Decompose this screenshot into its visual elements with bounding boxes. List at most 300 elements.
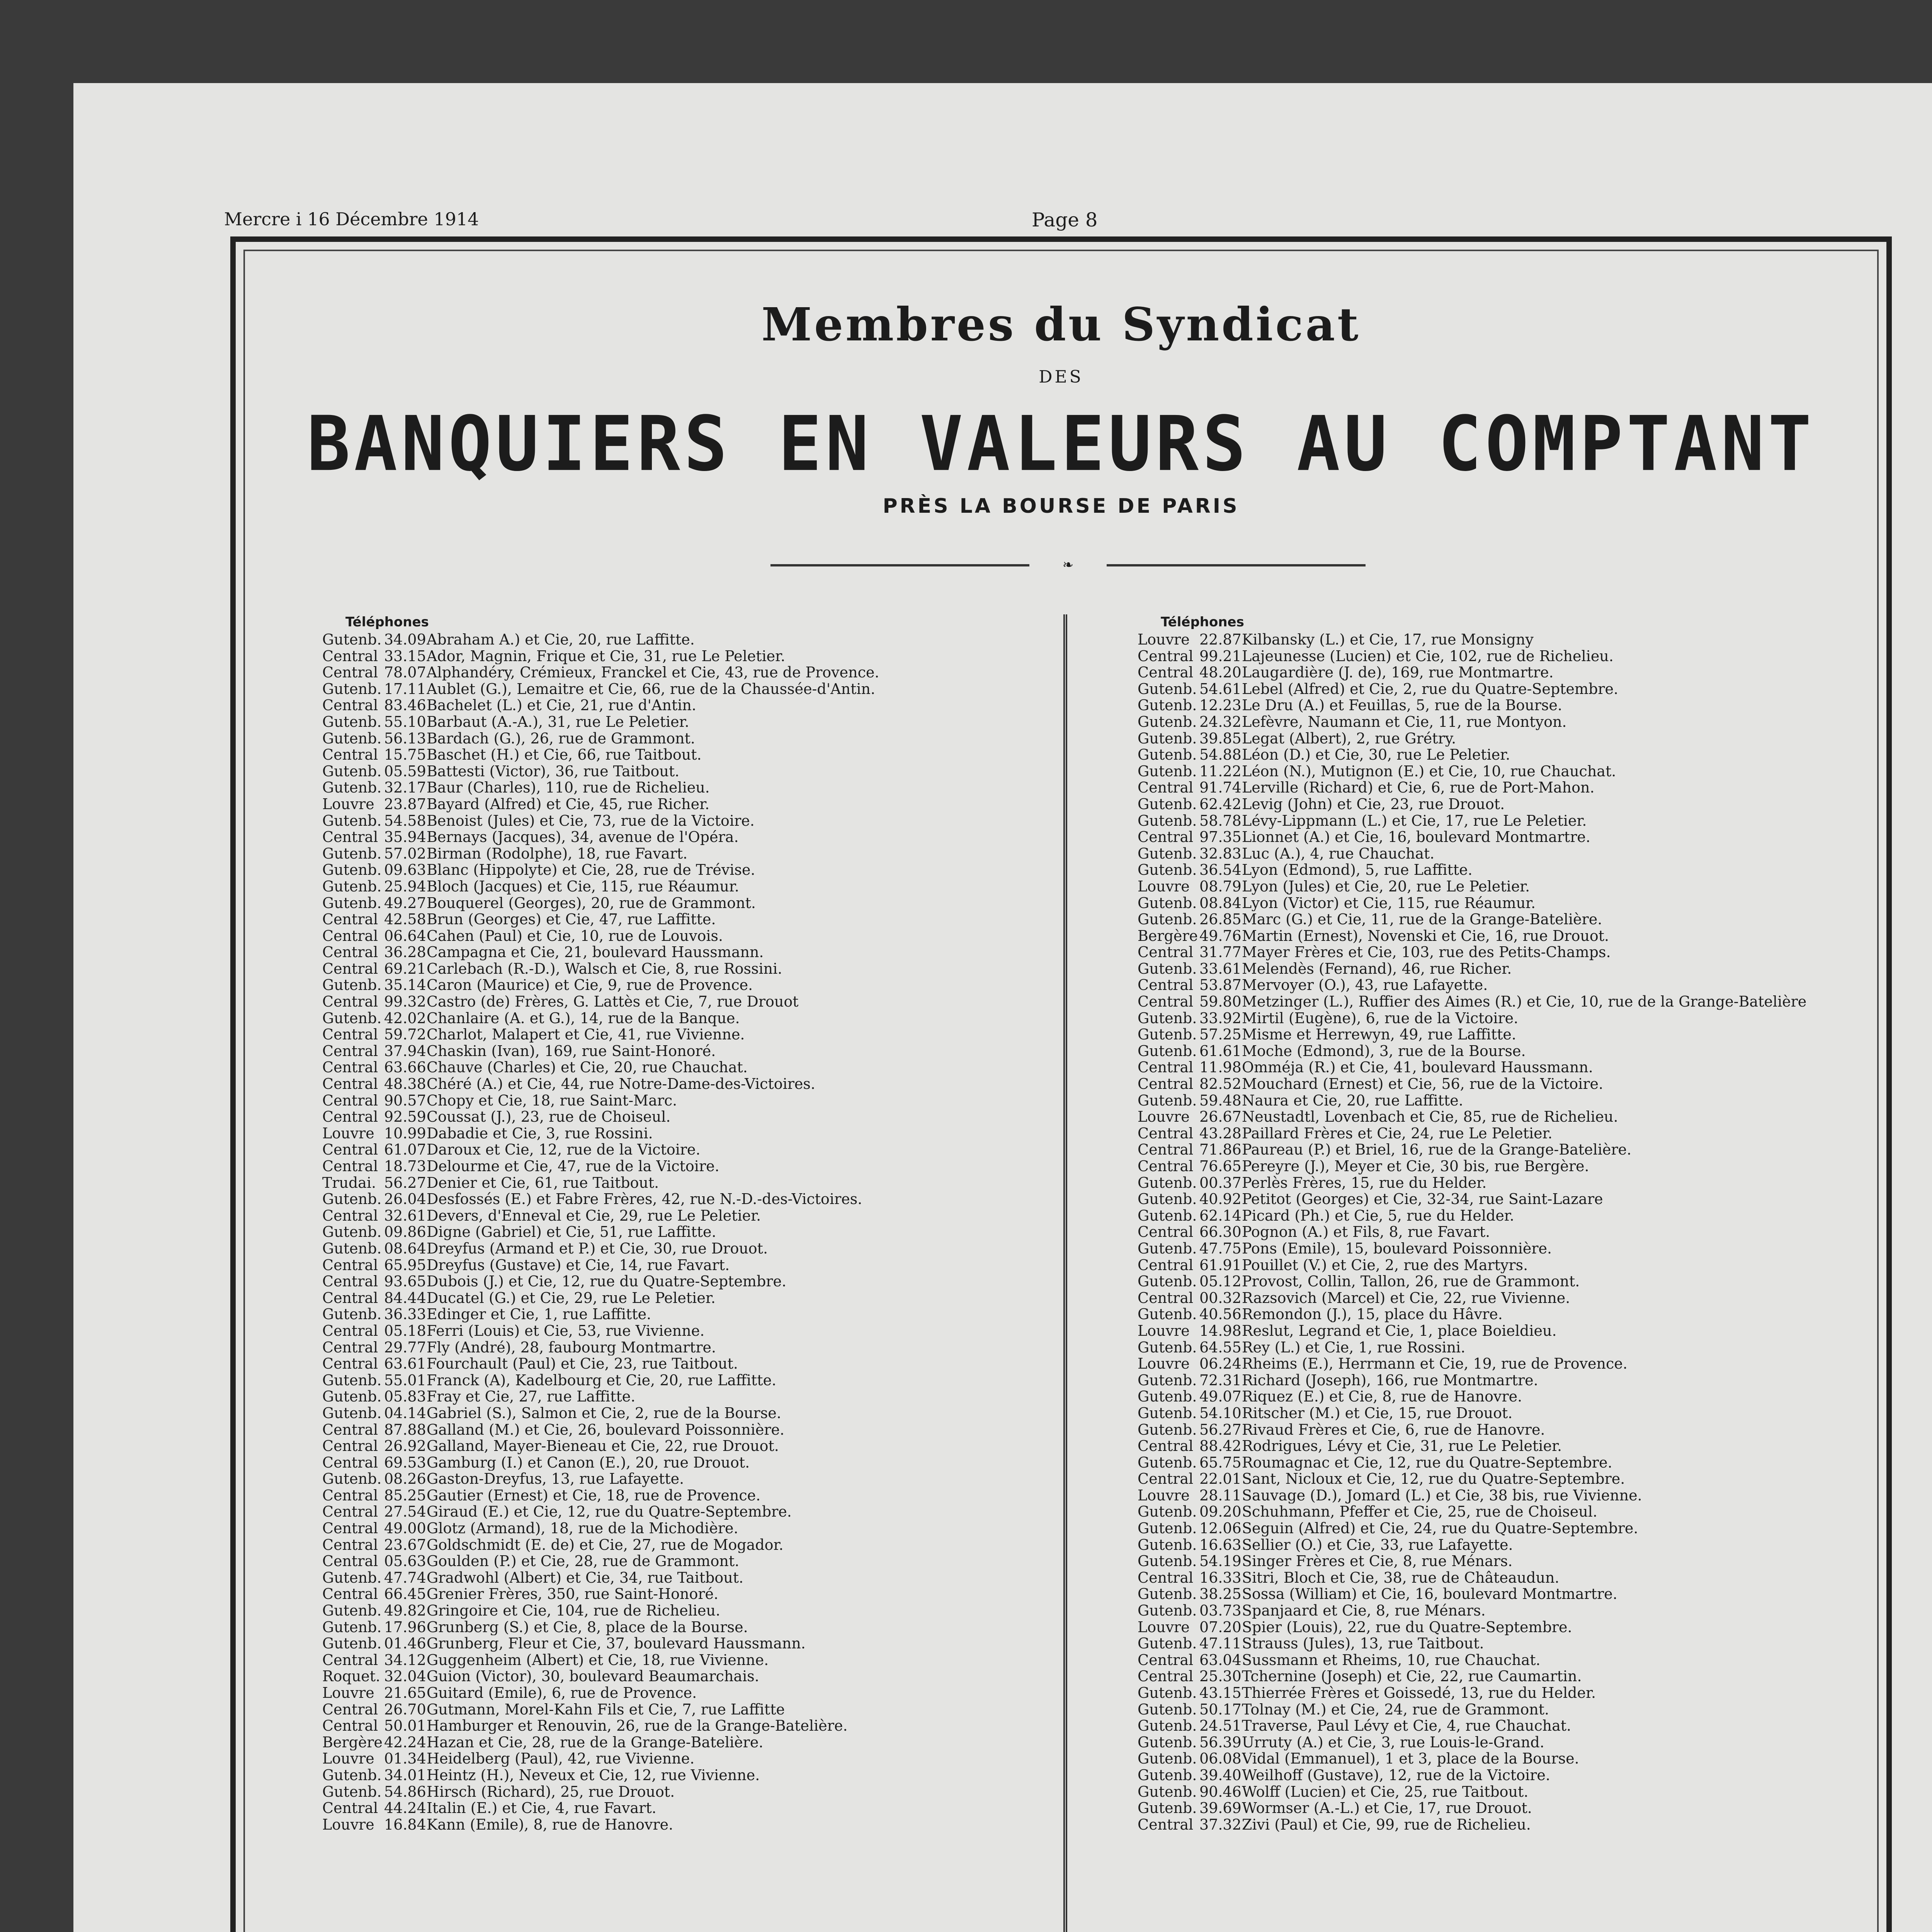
exchange-name: Central — [1138, 993, 1194, 1010]
member-row — [1138, 1208, 1879, 1224]
phone-number: 35.14 — [384, 977, 426, 994]
phone-number: 42.24 — [384, 1734, 426, 1751]
exchange-name: Central — [322, 1026, 378, 1043]
phone-number: 62.42 — [1199, 796, 1242, 813]
member-row — [322, 1570, 1064, 1586]
member-row — [322, 1290, 1064, 1306]
member-entry: Singer Frères et Cie, 8, rue Ménars. — [1242, 1553, 1513, 1570]
exchange-name: Gutenb. — [1138, 1174, 1197, 1191]
member-row — [322, 911, 1064, 928]
exchange-name: Louvre — [1138, 1109, 1190, 1125]
phone-number: 92.59 — [384, 1109, 426, 1125]
exchange-name: Central — [322, 1503, 378, 1520]
member-row — [1138, 1487, 1879, 1504]
phone-number: 63.66 — [384, 1059, 426, 1076]
member-row — [322, 1355, 1064, 1372]
exchange-name: Central — [1138, 1816, 1194, 1833]
exchange-name: Gutenb. — [1138, 1010, 1197, 1027]
member-entry: Sellier (O.) et Cie, 33, rue Lafayette. — [1242, 1536, 1513, 1553]
issue-date: Mercre i 16 Décembre 1914 — [224, 209, 479, 230]
member-entry: Lionnet (A.) et Cie, 16, boulevard Montmartre. — [1242, 829, 1590, 845]
member-row — [1138, 1109, 1879, 1125]
member-row — [322, 1586, 1064, 1602]
member-row — [1138, 1191, 1879, 1208]
exchange-name: Central — [1138, 664, 1194, 681]
member-entry: Birman (Rodolphe), 18, rue Favart. — [427, 845, 688, 862]
exchange-name: Central — [322, 1454, 378, 1471]
phone-number: 84.44 — [384, 1289, 426, 1306]
member-row — [322, 1388, 1064, 1405]
exchange-name: Gutenb. — [1138, 845, 1197, 862]
exchange-name: Gutenb. — [1138, 1635, 1197, 1652]
member-entry: Bayard (Alfred) et Cie, 45, rue Richer. — [427, 796, 710, 813]
member-entry: Devers, d'Enneval et Cie, 29, rue Le Peletier. — [427, 1207, 761, 1224]
phone-number: 42.58 — [384, 911, 426, 928]
member-entry: Gautier (Ernest) et Cie, 18, rue de Provence. — [427, 1487, 761, 1504]
member-row — [1138, 829, 1879, 845]
exchange-name: Central — [1138, 648, 1194, 665]
member-entry: Lévy-Lippmann (L.) et Cie, 17, rue Le Peletier. — [1242, 812, 1587, 829]
member-row — [1138, 1454, 1879, 1471]
phone-number: 43.15 — [1199, 1685, 1242, 1701]
member-row — [322, 730, 1064, 747]
member-row — [322, 1257, 1064, 1274]
phone-number: 58.78 — [1199, 812, 1242, 829]
exchange-name: Gutenb. — [322, 1240, 382, 1257]
phone-number: 10.99 — [384, 1125, 426, 1142]
member-row — [1138, 1750, 1879, 1767]
member-row — [322, 648, 1064, 665]
member-entry: Mervoyer (O.), 43, rue Lafayette. — [1242, 977, 1488, 994]
member-entry: Metzinger (L.), Ruffier des Aimes (R.) et Cie, 10, rue de la Grange-Batelière — [1242, 993, 1807, 1010]
member-entry: Paillard Frères et Cie, 24, rue Le Peletier. — [1242, 1125, 1553, 1142]
phone-number: 99.32 — [384, 993, 426, 1010]
member-row — [322, 1323, 1064, 1339]
member-row — [322, 1454, 1064, 1471]
member-entry: Neustadtl, Lovenbach et Cie, 85, rue de Richelieu. — [1242, 1109, 1618, 1125]
exchange-name: Gutenb. — [1138, 1026, 1197, 1043]
member-entry: Rodrigues, Lévy et Cie, 31, rue Le Peletier. — [1242, 1438, 1562, 1454]
phone-number: 49.82 — [384, 1602, 426, 1619]
member-row — [1138, 697, 1879, 714]
exchange-name: Gutenb. — [322, 1405, 382, 1422]
exchange-name: Gutenb. — [322, 779, 382, 796]
member-entry: Laugardière (J. de), 169, rue Montmartre. — [1242, 664, 1554, 681]
exchange-name: Gutenb. — [1138, 1421, 1197, 1438]
member-row — [322, 1372, 1064, 1389]
phone-number: 25.30 — [1199, 1668, 1242, 1685]
phone-number: 12.23 — [1199, 697, 1242, 714]
exchange-name: Central — [1138, 1125, 1194, 1142]
member-row — [322, 1306, 1064, 1323]
phone-number: 37.94 — [384, 1043, 426, 1060]
member-row — [322, 1602, 1064, 1619]
phone-number: 32.83 — [1199, 845, 1242, 862]
member-entry: Sauvage (D.), Jomard (L.) et Cie, 38 bis, rue Vivienne. — [1242, 1487, 1642, 1504]
phone-number: 08.84 — [1199, 895, 1242, 912]
phone-number: 14.98 — [1199, 1322, 1242, 1339]
member-row — [322, 1092, 1064, 1109]
phone-number: 85.25 — [384, 1487, 426, 1504]
members-list-left — [322, 614, 1064, 1833]
exchange-name: Gutenb. — [1138, 1092, 1197, 1109]
phone-number: 56.13 — [384, 730, 426, 747]
exchange-name: Central — [1138, 1289, 1194, 1306]
exchange-name: Trudai. — [322, 1174, 376, 1191]
member-entry: Lyon (Victor) et Cie, 115, rue Réaumur. — [1242, 895, 1536, 912]
phone-number: 03.73 — [1199, 1602, 1242, 1619]
member-entry: Schuhmann, Pfeffer et Cie, 25, rue de Choiseul. — [1242, 1503, 1597, 1520]
exchange-name: Gutenb. — [1138, 1043, 1197, 1060]
member-entry: Vidal (Emmanuel), 1 et 3, place de la Bourse. — [1242, 1750, 1579, 1767]
member-row — [322, 747, 1064, 763]
member-row — [322, 1339, 1064, 1356]
member-row — [1138, 779, 1879, 796]
phone-number: 91.74 — [1199, 779, 1242, 796]
member-row — [322, 1553, 1064, 1570]
member-row — [1138, 796, 1879, 813]
member-row — [322, 1224, 1064, 1240]
phone-number: 36.54 — [1199, 862, 1242, 878]
member-row — [322, 1800, 1064, 1816]
exchange-name: Louvre — [1138, 1322, 1190, 1339]
phone-number: 54.10 — [1199, 1405, 1242, 1422]
member-entry: Guitard (Emile), 6, rue de Provence. — [427, 1685, 697, 1701]
member-row — [1138, 845, 1879, 862]
member-row — [1138, 1816, 1879, 1833]
member-row — [1138, 1306, 1879, 1323]
phone-number: 49.76 — [1199, 927, 1242, 944]
exchange-name: Central — [322, 1289, 378, 1306]
member-row — [1138, 1323, 1879, 1339]
exchange-name: Gutenb. — [322, 1569, 382, 1586]
phone-number: 35.94 — [384, 829, 426, 845]
exchange-name: Gutenb. — [1138, 713, 1197, 730]
member-row — [1138, 1503, 1879, 1520]
phone-number: 23.87 — [384, 796, 426, 813]
phone-number: 40.56 — [1199, 1306, 1242, 1323]
member-row — [322, 813, 1064, 829]
member-entry: Marc (G.) et Cie, 11, rue de la Grange-Batelière. — [1242, 911, 1602, 928]
phone-number: 01.46 — [384, 1635, 426, 1652]
phone-number: 24.32 — [1199, 713, 1242, 730]
exchange-name: Gutenb. — [1138, 1388, 1197, 1405]
member-entry: Le Dru (A.) et Feuillas, 5, rue de la Bourse. — [1242, 697, 1562, 714]
exchange-name: Gutenb. — [1138, 1503, 1197, 1520]
member-row — [1138, 1372, 1879, 1389]
exchange-name: Gutenb. — [1138, 895, 1197, 912]
member-entry: Alphandéry, Crémieux, Franckel et Cie, 43, rue de Provence. — [427, 664, 879, 681]
phone-number: 37.32 — [1199, 1816, 1242, 1833]
member-entry: Razsovich (Marcel) et Cie, 22, rue Vivienne. — [1242, 1289, 1570, 1306]
member-entry: Urruty (A.) et Cie, 3, rue Louis-le-Grand. — [1242, 1734, 1544, 1751]
phone-number: 65.75 — [1199, 1454, 1242, 1471]
member-entry: Grunberg, Fleur et Cie, 37, boulevard Haussmann. — [427, 1635, 806, 1652]
member-row — [1138, 1685, 1879, 1701]
member-row — [322, 878, 1064, 895]
member-row — [322, 1718, 1064, 1734]
member-entry: Lyon (Jules) et Cie, 20, rue Le Peletier. — [1242, 878, 1530, 895]
exchange-name: Gutenb. — [322, 680, 382, 697]
member-row — [322, 944, 1064, 961]
exchange-name: Gutenb. — [1138, 1750, 1197, 1767]
member-rows — [1138, 631, 1879, 1833]
exchange-name: Central — [1138, 1059, 1194, 1076]
member-entry: Misme et Herrewyn, 49, rue Laffitte. — [1242, 1026, 1516, 1043]
member-row — [322, 1750, 1064, 1767]
member-entry: Fourchault (Paul) et Cie, 23, rue Taitbout. — [427, 1355, 738, 1372]
member-row — [322, 681, 1064, 697]
exchange-name: Central — [322, 1536, 378, 1553]
exchange-name: Central — [322, 1059, 378, 1076]
member-entry: Mirtil (Eugène), 6, rue de la Victoire. — [1242, 1010, 1519, 1027]
exchange-name: Central — [322, 1158, 378, 1175]
phone-number: 54.58 — [384, 812, 426, 829]
exchange-name: Gutenb. — [1138, 697, 1197, 714]
member-entry: Chéré (A.) et Cie, 44, rue Notre-Dame-des-Victoires. — [427, 1076, 815, 1092]
member-entry: Dreyfus (Gustave) et Cie, 14, rue Favart. — [427, 1257, 730, 1274]
member-row — [322, 1767, 1064, 1784]
exchange-name: Central — [322, 664, 378, 681]
phone-number: 12.06 — [1199, 1520, 1242, 1537]
member-row — [1138, 1273, 1879, 1290]
exchange-name: Gutenb. — [322, 1224, 382, 1240]
exchange-name: Central — [1138, 977, 1194, 994]
member-row — [322, 1701, 1064, 1718]
phone-number: 64.55 — [1199, 1339, 1242, 1356]
exchange-name: Gutenb. — [1138, 1586, 1197, 1603]
member-entry: Strauss (Jules), 13, rue Taitbout. — [1242, 1635, 1484, 1652]
member-entry: Gaston-Dreyfus, 13, rue Lafayette. — [427, 1471, 684, 1487]
member-row — [322, 1175, 1064, 1191]
phone-number: 63.61 — [384, 1355, 426, 1372]
exchange-name: Gutenb. — [322, 1635, 382, 1652]
exchange-name: Central — [1138, 1158, 1194, 1175]
phone-number: 78.07 — [384, 664, 426, 681]
exchange-name: Louvre — [322, 796, 374, 813]
phone-number: 06.64 — [384, 927, 426, 944]
exchange-name: Bergère — [322, 1734, 383, 1751]
exchange-name: Louvre — [1138, 631, 1190, 648]
phone-number: 16.84 — [384, 1816, 426, 1833]
member-entry: Roumagnac et Cie, 12, rue du Quatre-Septembre. — [1242, 1454, 1612, 1471]
phone-number: 34.12 — [384, 1651, 426, 1668]
exchange-name: Gutenb. — [1138, 1602, 1197, 1619]
member-entry: Sussmann et Rheims, 10, rue Chauchat. — [1242, 1651, 1541, 1668]
phone-number: 40.92 — [1199, 1191, 1242, 1208]
member-row — [1138, 730, 1879, 747]
phone-number: 32.04 — [384, 1668, 426, 1685]
member-entry: Digne (Gabriel) et Cie, 51, rue Laffitte. — [427, 1224, 716, 1240]
member-entry: Aublet (G.), Lemaitre et Cie, 66, rue de la Chaussée-d'Antin. — [427, 680, 876, 697]
phone-number: 26.04 — [384, 1191, 426, 1208]
member-entry: Pognon (A.) et Fils, 8, rue Favart. — [1242, 1224, 1490, 1240]
member-entry: Desfossés (E.) et Fabre Frères, 42, rue N.-D.-des-Victoires. — [427, 1191, 862, 1208]
exchange-name: Gutenb. — [322, 1306, 382, 1323]
exchange-name: Central — [322, 1257, 378, 1274]
member-entry: Dubois (J.) et Cie, 12, rue du Quatre-Septembre. — [427, 1273, 787, 1290]
member-entry: Brun (Georges) et Cie, 47, rue Laffitte. — [427, 911, 716, 928]
member-row — [322, 1487, 1064, 1504]
phone-number: 49.07 — [1199, 1388, 1242, 1405]
member-entry: Giraud (E.) et Cie, 12, rue du Quatre-Septembre. — [427, 1503, 792, 1520]
members-list-right — [1138, 614, 1879, 1833]
exchange-name: Central — [322, 960, 378, 977]
member-entry: Abraham A.) et Cie, 20, rue Laffitte. — [427, 631, 695, 648]
phone-number: 59.80 — [1199, 993, 1242, 1010]
member-entry: Traverse, Paul Lévy et Cie, 4, rue Chauchat. — [1242, 1718, 1571, 1734]
phone-number: 57.02 — [384, 845, 426, 862]
member-row — [1138, 862, 1879, 878]
phone-number: 76.65 — [1199, 1158, 1242, 1175]
member-entry: Sitri, Bloch et Cie, 38, rue de Châteaudun. — [1242, 1569, 1560, 1586]
member-row — [1138, 895, 1879, 912]
phone-number: 22.01 — [1199, 1471, 1242, 1487]
phone-number: 08.26 — [384, 1471, 426, 1487]
member-entry: Goulden (P.) et Cie, 28, rue de Grammont. — [427, 1553, 740, 1570]
member-row — [1138, 1010, 1879, 1027]
exchange-name: Central — [1138, 1224, 1194, 1240]
member-row — [1138, 1125, 1879, 1142]
exchange-name: Gutenb. — [322, 1767, 382, 1784]
exchange-name: Central — [1138, 1076, 1194, 1092]
phone-number: 32.61 — [384, 1207, 426, 1224]
member-row — [322, 845, 1064, 862]
exchange-name: Gutenb. — [322, 895, 382, 912]
member-entry: Picard (Ph.) et Cie, 5, rue du Helder. — [1242, 1207, 1514, 1224]
member-row — [1138, 1718, 1879, 1734]
member-entry: Heintz (H.), Neveux et Cie, 12, rue Vivienne. — [427, 1767, 760, 1784]
member-entry: Ducatel (G.) et Cie, 29, rue Le Peletier. — [427, 1289, 716, 1306]
phone-number: 17.96 — [384, 1619, 426, 1636]
member-entry: Edinger et Cie, 1, rue Laffitte. — [427, 1306, 651, 1323]
member-row — [322, 1734, 1064, 1751]
exchange-name: Gutenb. — [1138, 911, 1197, 928]
member-entry: Rivaud Frères et Cie, 6, rue de Hanovre. — [1242, 1421, 1545, 1438]
member-entry: Dabadie et Cie, 3, rue Rossini. — [427, 1125, 653, 1142]
member-entry: Fly (André), 28, faubourg Montmartre. — [427, 1339, 716, 1356]
member-row — [322, 1537, 1064, 1553]
main-title: BANQUIERS EN VALEURS AU COMPTANT — [307, 400, 1815, 488]
phone-number: 43.28 — [1199, 1125, 1242, 1142]
member-entry: Petitot (Georges) et Cie, 32-34, rue Saint-Lazare — [1242, 1191, 1603, 1208]
member-entry: Paureau (P.) et Briel, 16, rue de la Grange-Batelière. — [1242, 1141, 1632, 1158]
exchange-name: Roquet. — [322, 1668, 381, 1685]
exchange-name: Louvre — [1138, 1619, 1190, 1636]
member-row — [1138, 1602, 1879, 1619]
phone-number: 38.25 — [1199, 1586, 1242, 1603]
member-row — [1138, 1800, 1879, 1816]
member-entry: Reslut, Legrand et Cie, 1, place Boieldieu. — [1242, 1322, 1557, 1339]
exchange-name: Central — [322, 1355, 378, 1372]
member-row — [1138, 1553, 1879, 1570]
member-row — [322, 697, 1064, 714]
exchange-name: Central — [1138, 944, 1194, 961]
exchange-name: Gutenb. — [1138, 1734, 1197, 1751]
exchange-name: Central — [322, 1141, 378, 1158]
member-row — [322, 1685, 1064, 1701]
phone-number: 21.65 — [384, 1685, 426, 1701]
phone-number: 48.20 — [1199, 664, 1242, 681]
exchange-name: Gutenb. — [322, 862, 382, 878]
phone-number: 33.61 — [1199, 960, 1242, 977]
phone-number: 59.72 — [384, 1026, 426, 1043]
member-row — [322, 961, 1064, 977]
title-des: DES — [1039, 367, 1083, 387]
member-entry: Fray et Cie, 27, rue Laffitte. — [427, 1388, 636, 1405]
phone-number: 00.32 — [1199, 1289, 1242, 1306]
member-row — [322, 1619, 1064, 1636]
phone-number: 66.45 — [384, 1586, 426, 1603]
phone-number: 65.95 — [384, 1257, 426, 1274]
member-row — [1138, 1257, 1879, 1274]
phone-number: 59.48 — [1199, 1092, 1242, 1109]
member-row — [322, 1240, 1064, 1257]
exchange-name: Gutenb. — [1138, 747, 1197, 763]
title-line-1: Membres du Syndicat — [761, 298, 1361, 351]
member-entry: Tchernine (Joseph) et Cie, 22, rue Caumartin. — [1242, 1668, 1582, 1685]
phone-number: 56.39 — [1199, 1734, 1242, 1751]
member-row — [1138, 747, 1879, 763]
page-number: Page 8 — [1032, 209, 1098, 231]
member-entry: Gamburg (I.) et Canon (E.), 20, rue Drouot. — [427, 1454, 750, 1471]
exchange-name: Gutenb. — [1138, 1454, 1197, 1471]
phone-number: 42.02 — [384, 1010, 426, 1027]
member-entry: Glotz (Armand), 18, rue de la Michodière. — [427, 1520, 738, 1537]
member-row — [1138, 1405, 1879, 1422]
exchange-name: Central — [1138, 1651, 1194, 1668]
member-row — [1138, 1092, 1879, 1109]
exchange-name: Gutenb. — [322, 1602, 382, 1619]
member-entry: Pouillet (V.) et Cie, 2, rue des Martyrs. — [1242, 1257, 1528, 1274]
phone-number: 08.79 — [1199, 878, 1242, 895]
member-row — [322, 1438, 1064, 1454]
phone-number: 07.20 — [1199, 1619, 1242, 1636]
member-entry: Spanjaard et Cie, 8, rue Ménars. — [1242, 1602, 1486, 1619]
phone-number: 47.75 — [1199, 1240, 1242, 1257]
member-entry: Spier (Louis), 22, rue du Quatre-Septembre. — [1242, 1619, 1572, 1636]
exchange-name: Central — [322, 829, 378, 845]
member-entry: Ador, Magnin, Frique et Cie, 31, rue Le Peletier. — [427, 648, 786, 665]
member-row — [1138, 1635, 1879, 1652]
member-row — [322, 1635, 1064, 1652]
member-entry: Kilbansky (L.) et Cie, 17, rue Monsigny — [1242, 631, 1534, 648]
member-row — [1138, 681, 1879, 697]
member-row — [1138, 1059, 1879, 1076]
member-entry: Bouquerel (Georges), 20, rue de Grammont. — [427, 895, 756, 912]
phone-number: 08.64 — [384, 1240, 426, 1257]
member-entry: Hirsch (Richard), 25, rue Drouot. — [427, 1783, 675, 1800]
phone-number: 63.04 — [1199, 1651, 1242, 1668]
exchange-name: Gutenb. — [1138, 960, 1197, 977]
member-entry: Bernays (Jacques), 34, avenue de l'Opéra. — [427, 829, 739, 845]
member-row — [1138, 631, 1879, 648]
exchange-name: Gutenb. — [1138, 1783, 1197, 1800]
member-row — [1138, 813, 1879, 829]
exchange-name: Bergère — [1138, 927, 1198, 944]
exchange-name: Gutenb. — [322, 977, 382, 994]
exchange-name: Central — [322, 1487, 378, 1504]
exchange-name: Gutenb. — [1138, 1273, 1197, 1290]
member-entry: Italin (E.) et Cie, 4, rue Favart. — [427, 1800, 656, 1816]
phone-number: 49.27 — [384, 895, 426, 912]
exchange-name: Gutenb. — [322, 631, 382, 648]
member-row — [322, 796, 1064, 813]
exchange-name: Gutenb. — [1138, 763, 1197, 780]
member-entry: Lyon (Edmond), 5, rue Laffitte. — [1242, 862, 1473, 878]
member-row — [1138, 763, 1879, 780]
member-entry: Dreyfus (Armand et P.) et Cie, 30, rue Drouot. — [427, 1240, 768, 1257]
